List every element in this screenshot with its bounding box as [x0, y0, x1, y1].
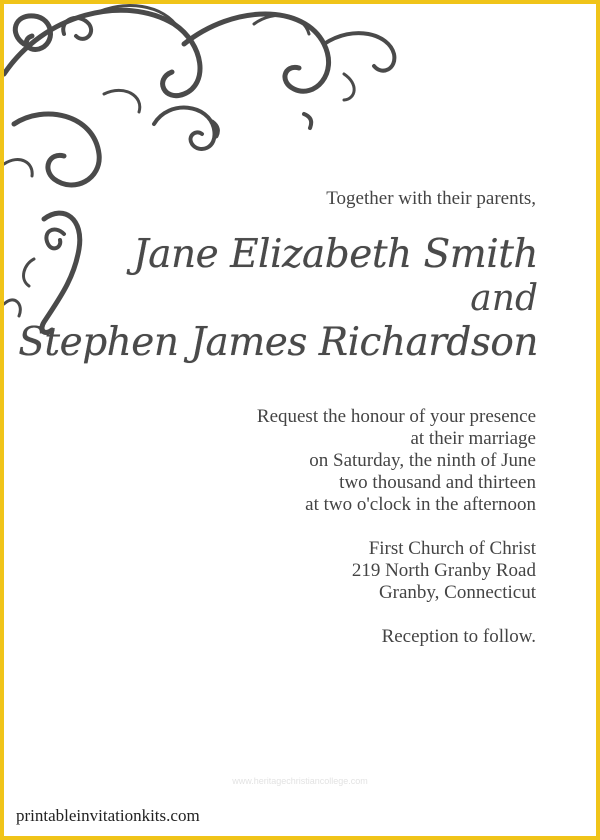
- intro-text: [326, 188, 536, 210]
- and-connector: and: [470, 278, 538, 319]
- bride-name: Jane Elizabeth Smith: [133, 232, 538, 277]
- request-block: [257, 406, 536, 516]
- site-url[interactable]: printableinvitationkits.com: [16, 806, 200, 825]
- venue-name: First Church of Christ: [368, 538, 536, 559]
- request-line: at their marriage: [410, 428, 536, 449]
- intro-line: Together with their parents,: [326, 188, 536, 209]
- request-line: on Saturday, the ninth of June: [309, 450, 536, 471]
- request-line: Request the honour of your presence: [256, 406, 536, 427]
- request-line: two thousand and thirteen: [339, 472, 536, 493]
- venue-city: Granby, Connecticut: [378, 582, 536, 603]
- venue-street: 219 North Granby Road: [351, 560, 536, 581]
- groom-name: Stephen James Richardson: [18, 320, 538, 365]
- venue-block: [352, 538, 536, 604]
- request-line: at two o'clock in the afternoon: [305, 494, 536, 515]
- reception-block: [382, 626, 536, 648]
- couple-names: [18, 232, 538, 366]
- watermark-text: www.heritagechristiancollege.com: [232, 776, 368, 786]
- reception-line: Reception to follow.: [381, 626, 536, 647]
